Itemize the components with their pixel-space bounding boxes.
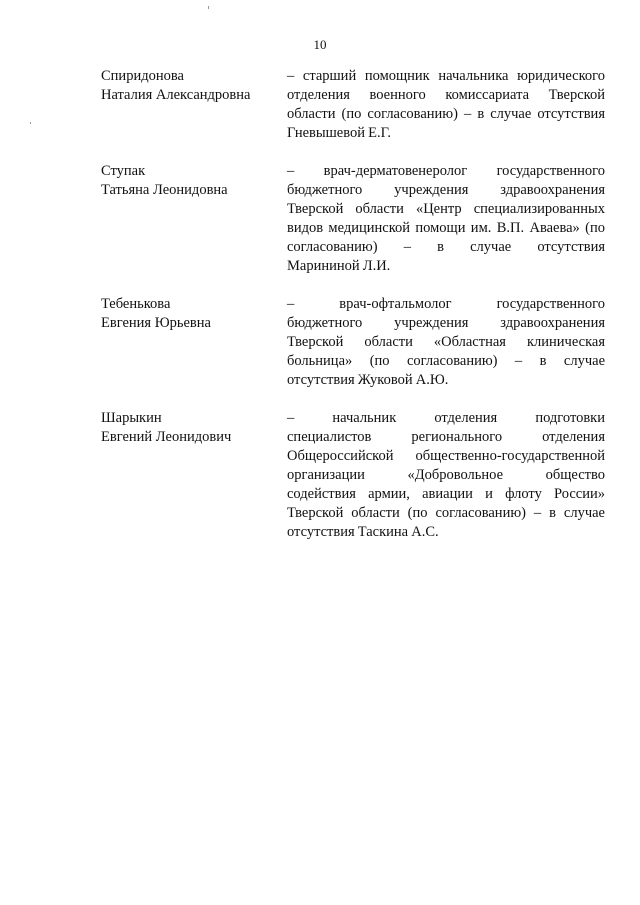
scan-speck xyxy=(30,122,31,124)
member-name xyxy=(101,162,287,276)
member-entry xyxy=(101,409,606,542)
member-name xyxy=(101,295,287,390)
description-line: – старший помощник начальника юридического xyxy=(287,68,605,84)
description-line: отсутствия Жуковой А.Ю. xyxy=(287,372,449,388)
member-given-names: Татьяна Леонидовна xyxy=(101,182,228,198)
description-line: согласованию) – в случае отсутствия xyxy=(287,239,605,255)
member-surname: Шарыкин xyxy=(101,410,162,426)
description-line: – врач-дерматовенеролог государственного xyxy=(287,163,605,179)
description-line: больница» (по согласованию) – в случае xyxy=(287,353,605,369)
page-number: 10 xyxy=(313,37,327,52)
description-line: отделения военного комиссариата Тверской xyxy=(287,87,605,103)
description-line: Гневышевой Е.Г. xyxy=(287,125,391,141)
description-line: организации «Добровольное общество xyxy=(287,467,605,483)
member-surname: Спиридонова xyxy=(101,68,184,84)
description-line: бюджетного учреждения здравоохранения xyxy=(287,182,605,198)
member-given-names: Евгений Леонидович xyxy=(101,429,232,445)
description-line: содействия армии, авиации и флоту России» xyxy=(287,486,605,502)
member-description xyxy=(287,67,605,143)
member-entry xyxy=(101,295,606,390)
description-line: области (по согласованию) – в случае отсутствия xyxy=(287,106,605,122)
description-line: специалистов регионального отделения xyxy=(287,429,605,445)
description-line: Тверской области «Центр специализированных xyxy=(287,201,605,217)
members-list xyxy=(101,67,606,561)
description-line: отсутствия Таскина А.С. xyxy=(287,524,439,540)
member-entry xyxy=(101,67,606,143)
member-surname: Тебенькова xyxy=(101,296,171,312)
description-line: – начальник отделения подготовки xyxy=(287,410,605,426)
member-description xyxy=(287,295,605,390)
scan-speck xyxy=(208,6,209,9)
member-surname: Ступак xyxy=(101,163,146,179)
description-line: Тверской области (по согласованию) – в случае xyxy=(287,505,605,521)
description-line: Общероссийской общественно-государственной xyxy=(287,448,605,464)
member-name xyxy=(101,67,287,143)
member-description xyxy=(287,409,605,542)
description-line: Тверской области «Областная клиническая xyxy=(287,334,605,350)
description-line: Марининой Л.И. xyxy=(287,258,391,274)
member-description xyxy=(287,162,605,276)
member-given-names: Евгения Юрьевна xyxy=(101,315,211,331)
member-given-names: Наталия Александровна xyxy=(101,87,251,103)
member-entry xyxy=(101,162,606,276)
description-line: бюджетного учреждения здравоохранения xyxy=(287,315,605,331)
description-line: видов медицинской помощи им. В.П. Аваева» (по xyxy=(287,220,605,236)
member-name xyxy=(101,409,287,542)
description-line: – врач-офтальмолог государственного xyxy=(287,296,605,312)
